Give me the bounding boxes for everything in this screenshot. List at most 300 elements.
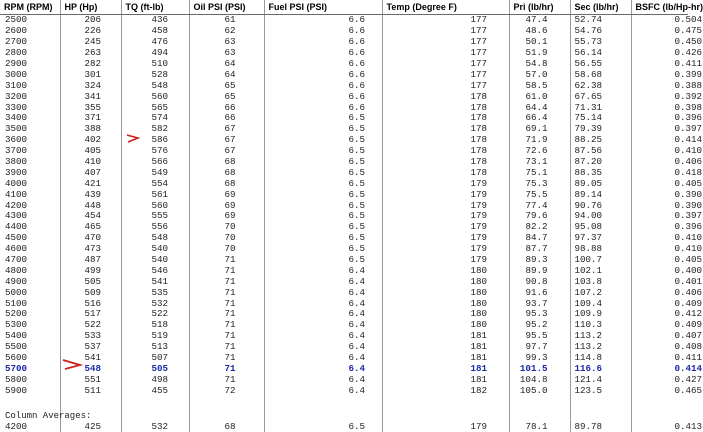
column-header-bsfc: BSFC (lb/Hp-hr) [631,0,688,15]
cell-fuel-psi: 6.5 [264,233,382,244]
table-row [0,222,688,233]
empty-cell [631,396,688,421]
cell-pri: 82.2 [509,222,570,233]
cell-fuel-psi: 6.6 [264,15,382,26]
cell-hp: 388 [60,124,121,135]
table-row [0,320,688,331]
cell-temp: 181 [382,331,509,342]
cell-sec: 98.88 [570,244,631,255]
cell-bsfc: 0.411 [631,353,688,364]
cell-fuel-psi: 6.6 [264,37,382,48]
cell-hp: 301 [60,69,121,80]
cell-sec: 67.65 [570,91,631,102]
cell-oil-psi: 64 [189,59,264,70]
cell-tq: 455 [121,385,189,396]
cell-rpm: 4200 [0,200,60,211]
cell-rpm: 3600 [0,135,60,146]
cell-hp: 473 [60,244,121,255]
cell-fuel-psi: 6.4 [264,287,382,298]
cell-sec: 90.76 [570,200,631,211]
cell-pri: 48.6 [509,26,570,37]
cell-tq: 528 [121,69,189,80]
cell-hp: 341 [60,91,121,102]
cell-bsfc: 0.426 [631,48,688,59]
cell-temp: 178 [382,167,509,178]
column-header-pri: Pri (lb/hr) [509,0,570,15]
cell-pri: 57.0 [509,69,570,80]
cell-oil-psi: 65 [189,91,264,102]
cell-tq: 555 [121,211,189,222]
cell-fuel-psi: 6.5 [264,211,382,222]
cell-oil-psi: 68 [189,157,264,168]
cell-temp: 178 [382,124,509,135]
cell-oil-psi: 67 [189,135,264,146]
cell-pri: 51.9 [509,48,570,59]
cell-hp: 522 [60,320,121,331]
cell-sec: 123.5 [570,385,631,396]
cell-sec: 107.2 [570,287,631,298]
table-row [0,135,688,146]
cell-oil-psi: 65 [189,80,264,91]
cell-rpm: 3300 [0,102,60,113]
cell-tq: 540 [121,255,189,266]
cell-temp: 177 [382,15,509,26]
cell-hp: 405 [60,146,121,157]
cell-pri: 50.1 [509,37,570,48]
cell-tq: 549 [121,167,189,178]
cell-tq: 476 [121,37,189,48]
cell-hp: 282 [60,59,121,70]
cell-rpm: 5000 [0,287,60,298]
cell-sec: 103.8 [570,276,631,287]
cell-rpm: 5500 [0,342,60,353]
cell-pri: 61.0 [509,91,570,102]
cell-tq: 507 [121,353,189,364]
table-row [0,265,688,276]
cell-hp: 487 [60,255,121,266]
cell-temp: 178 [382,135,509,146]
cell-fuel-psi: 6.4 [264,298,382,309]
cell-bsfc: 0.427 [631,374,688,385]
cell-fuel-psi: 6.6 [264,80,382,91]
table-row [0,37,688,48]
cell-oil-psi: 72 [189,385,264,396]
cell-rpm: 5400 [0,331,60,342]
cell-pri: 101.5 [509,364,570,375]
cell-pri: 95.5 [509,331,570,342]
cell-bsfc: 0.398 [631,102,688,113]
cell-tq: 546 [121,265,189,276]
table-row [0,353,688,364]
cell-pri: 89.3 [509,255,570,266]
cell-oil-psi: 67 [189,146,264,157]
cell-rpm: 5800 [0,374,60,385]
cell-bsfc: 0.406 [631,157,688,168]
cell-sec: 52.74 [570,15,631,26]
cell-bsfc: 0.412 [631,309,688,320]
table-row [0,298,688,309]
cell-sec: 97.37 [570,233,631,244]
cell-rpm: 4700 [0,255,60,266]
cell-tq: 556 [121,222,189,233]
cell-rpm: 4500 [0,233,60,244]
table-row [0,385,688,396]
cell-pri: 104.8 [509,374,570,385]
cell-temp: 181 [382,364,509,375]
column-header-fuel-psi: Fuel PSI (PSI) [264,0,382,15]
table-row [0,178,688,189]
cell-fuel-psi: 6.4 [264,331,382,342]
cell-hp: 505 [60,276,121,287]
cell-fuel-psi: 6.4 [264,353,382,364]
cell-oil-psi: 69 [189,200,264,211]
cell-bsfc: 0.408 [631,342,688,353]
cell-bsfc: 0.401 [631,276,688,287]
column-header-tq: TQ (ft-lb) [121,0,189,15]
cell-oil-psi: 68 [189,178,264,189]
cell-rpm: 3000 [0,69,60,80]
empty-cell [189,396,264,421]
cell-fuel-psi: 6.5 [264,189,382,200]
empty-cell [264,396,382,421]
cell-hp: 407 [60,167,121,178]
cell-hp: 439 [60,189,121,200]
cell-pri: 75.3 [509,178,570,189]
table-row [0,255,688,266]
cell-sec: 94.00 [570,211,631,222]
column-header-rpm: RPM (RPM) [0,0,60,15]
cell-oil-psi: 71 [189,353,264,364]
cell-tq: 541 [121,276,189,287]
cell-oil-psi: 71 [189,298,264,309]
cell-bsfc: 0.414 [631,135,688,146]
cell-oil-psi: 69 [189,211,264,222]
cell-oil-psi: 71 [189,331,264,342]
cell-bsfc: 0.475 [631,26,688,37]
cell-temp: 177 [382,48,509,59]
cell-tq: 560 [121,91,189,102]
empty-cell [382,396,509,421]
cell-rpm: 3900 [0,167,60,178]
table-row [0,80,688,91]
cell-bsfc: 0.504 [631,15,688,26]
cell-fuel-psi: 6.5 [264,244,382,255]
cell-fuel-psi: 6.5 [264,222,382,233]
average-pri: 78.1 [509,421,570,432]
cell-pri: 73.1 [509,157,570,168]
table-row [0,189,688,200]
table-row [0,157,688,168]
cell-bsfc: 0.410 [631,146,688,157]
table-row [0,113,688,124]
cell-tq: 458 [121,26,189,37]
cell-pri: 75.1 [509,167,570,178]
cell-oil-psi: 71 [189,287,264,298]
cell-bsfc: 0.409 [631,298,688,309]
cell-temp: 178 [382,102,509,113]
cell-tq: 519 [121,331,189,342]
cell-hp: 371 [60,113,121,124]
average-rpm: 4200 [0,421,60,432]
cell-temp: 182 [382,385,509,396]
cell-pri: 84.7 [509,233,570,244]
cell-hp: 454 [60,211,121,222]
cell-pri: 91.6 [509,287,570,298]
cell-rpm: 5200 [0,309,60,320]
cell-sec: 88.35 [570,167,631,178]
cell-tq: 560 [121,200,189,211]
cell-rpm: 4000 [0,178,60,189]
cell-fuel-psi: 6.5 [264,113,382,124]
cell-pri: 69.1 [509,124,570,135]
cell-tq: 561 [121,189,189,200]
cell-pri: 87.7 [509,244,570,255]
cell-sec: 121.4 [570,374,631,385]
cell-bsfc: 0.410 [631,244,688,255]
cell-tq: 436 [121,15,189,26]
cell-rpm: 5900 [0,385,60,396]
cell-oil-psi: 71 [189,309,264,320]
cell-tq: 513 [121,342,189,353]
cell-temp: 179 [382,222,509,233]
cell-tq: 548 [121,80,189,91]
cell-hp: 421 [60,178,121,189]
cell-temp: 177 [382,59,509,70]
cell-tq: 582 [121,124,189,135]
column-header-hp: HP (Hp) [60,0,121,15]
cell-temp: 179 [382,244,509,255]
cell-tq: 522 [121,309,189,320]
cell-temp: 181 [382,374,509,385]
cell-oil-psi: 71 [189,255,264,266]
cell-hp: 324 [60,80,121,91]
cell-sec: 79.39 [570,124,631,135]
average-temp: 179 [382,421,509,432]
table-row [0,233,688,244]
header-row [0,0,688,15]
table-row [0,48,688,59]
column-averages-label: Column Averages: [5,411,57,421]
cell-sec: 89.14 [570,189,631,200]
average-hp: 425 [60,421,121,432]
cell-fuel-psi: 6.4 [264,374,382,385]
cell-temp: 180 [382,309,509,320]
cell-bsfc: 0.399 [631,69,688,80]
cell-rpm: 2700 [0,37,60,48]
cell-sec: 75.14 [570,113,631,124]
cell-oil-psi: 71 [189,320,264,331]
cell-pri: 95.2 [509,320,570,331]
cell-temp: 177 [382,80,509,91]
cell-hp: 516 [60,298,121,309]
cell-hp: 410 [60,157,121,168]
cell-temp: 177 [382,37,509,48]
table-row [0,102,688,113]
cell-hp: 470 [60,233,121,244]
cell-sec: 113.2 [570,342,631,353]
cell-temp: 178 [382,146,509,157]
cell-sec: 87.56 [570,146,631,157]
cell-rpm: 3200 [0,91,60,102]
cell-tq: 565 [121,102,189,113]
cell-bsfc: 0.405 [631,178,688,189]
cell-rpm: 2500 [0,15,60,26]
cell-temp: 179 [382,178,509,189]
cell-bsfc: 0.400 [631,265,688,276]
cell-fuel-psi: 6.4 [264,309,382,320]
cell-hp: 551 [60,374,121,385]
cell-oil-psi: 67 [189,124,264,135]
cell-fuel-psi: 6.5 [264,124,382,135]
cell-tq: 566 [121,157,189,168]
cell-fuel-psi: 6.6 [264,102,382,113]
cell-bsfc: 0.392 [631,91,688,102]
cell-fuel-psi: 6.6 [264,26,382,37]
average-bsfc: 0.413 [631,421,688,432]
table-row [0,124,688,135]
cell-oil-psi: 70 [189,222,264,233]
cell-pri: 97.7 [509,342,570,353]
cell-fuel-psi: 6.5 [264,255,382,266]
cell-tq: 586 [121,135,189,146]
cell-hp: 548 [60,364,121,375]
cell-pri: 89.9 [509,265,570,276]
table-row [0,211,688,222]
table-row-highlighted [0,364,688,375]
cell-rpm: 5100 [0,298,60,309]
cell-temp: 181 [382,342,509,353]
cell-bsfc: 0.390 [631,189,688,200]
average-sec: 89.78 [570,421,631,432]
cell-temp: 180 [382,287,509,298]
table-row [0,26,688,37]
cell-sec: 116.6 [570,364,631,375]
cell-rpm: 4600 [0,244,60,255]
cell-tq: 494 [121,48,189,59]
cell-hp: 541 [60,353,121,364]
cell-oil-psi: 66 [189,113,264,124]
cell-tq: 532 [121,298,189,309]
average-fuel-psi: 6.5 [264,421,382,432]
cell-fuel-psi: 6.5 [264,157,382,168]
cell-rpm: 2800 [0,48,60,59]
empty-cell [570,396,631,421]
cell-temp: 179 [382,233,509,244]
cell-pri: 99.3 [509,353,570,364]
table-row [0,69,688,80]
cell-hp: 537 [60,342,121,353]
cell-rpm: 4300 [0,211,60,222]
cell-oil-psi: 69 [189,189,264,200]
cell-fuel-psi: 6.4 [264,342,382,353]
cell-pri: 90.8 [509,276,570,287]
cell-sec: 55.73 [570,37,631,48]
cell-bsfc: 0.450 [631,37,688,48]
cell-fuel-psi: 6.4 [264,265,382,276]
cell-pri: 71.9 [509,135,570,146]
cell-fuel-psi: 6.6 [264,48,382,59]
cell-fuel-psi: 6.4 [264,320,382,331]
table-row [0,59,688,70]
cell-tq: 505 [121,364,189,375]
table-row [0,244,688,255]
cell-bsfc: 0.410 [631,233,688,244]
cell-oil-psi: 64 [189,69,264,80]
cell-tq: 498 [121,374,189,385]
cell-tq: 574 [121,113,189,124]
cell-rpm: 4400 [0,222,60,233]
cell-rpm: 3800 [0,157,60,168]
cell-pri: 75.5 [509,189,570,200]
cell-fuel-psi: 6.6 [264,91,382,102]
cell-sec: 100.7 [570,255,631,266]
cell-pri: 93.7 [509,298,570,309]
table-row [0,15,688,26]
cell-tq: 510 [121,59,189,70]
cell-bsfc: 0.390 [631,200,688,211]
cell-rpm: 2900 [0,59,60,70]
cell-oil-psi: 71 [189,364,264,375]
cell-hp: 226 [60,26,121,37]
cell-sec: 110.3 [570,320,631,331]
cell-fuel-psi: 6.5 [264,146,382,157]
cell-oil-psi: 71 [189,342,264,353]
cell-oil-psi: 61 [189,15,264,26]
cell-temp: 179 [382,255,509,266]
cell-pri: 79.6 [509,211,570,222]
cell-temp: 180 [382,265,509,276]
cell-sec: 88.25 [570,135,631,146]
cell-temp: 178 [382,113,509,124]
cell-bsfc: 0.465 [631,385,688,396]
cell-fuel-psi: 6.5 [264,135,382,146]
red-check-mark-icon [126,133,142,143]
cell-oil-psi: 70 [189,233,264,244]
cell-temp: 179 [382,189,509,200]
cell-tq: 535 [121,287,189,298]
cell-sec: 54.76 [570,26,631,37]
cell-rpm: 4100 [0,189,60,200]
red-check-mark-icon [62,358,84,368]
average-tq: 532 [121,421,189,432]
cell-temp: 178 [382,157,509,168]
cell-hp: 402 [60,135,121,146]
empty-cell [121,396,189,421]
column-header-oil-psi: Oil PSI (PSI) [189,0,264,15]
cell-temp: 178 [382,91,509,102]
cell-rpm: 5300 [0,320,60,331]
cell-oil-psi: 70 [189,244,264,255]
cell-temp: 179 [382,211,509,222]
cell-oil-psi: 66 [189,102,264,113]
cell-fuel-psi: 6.4 [264,276,382,287]
table-body [0,15,688,432]
cell-temp: 180 [382,276,509,287]
cell-pri: 72.6 [509,146,570,157]
table-row [0,331,688,342]
cell-sec: 109.9 [570,309,631,320]
table-row [0,146,688,157]
cell-bsfc: 0.396 [631,113,688,124]
cell-tq: 548 [121,233,189,244]
cell-tq: 540 [121,244,189,255]
cell-oil-psi: 68 [189,167,264,178]
cell-rpm: 5600 [0,353,60,364]
cell-bsfc: 0.405 [631,255,688,266]
table-row [0,200,688,211]
cell-pri: 66.4 [509,113,570,124]
cell-hp: 511 [60,385,121,396]
